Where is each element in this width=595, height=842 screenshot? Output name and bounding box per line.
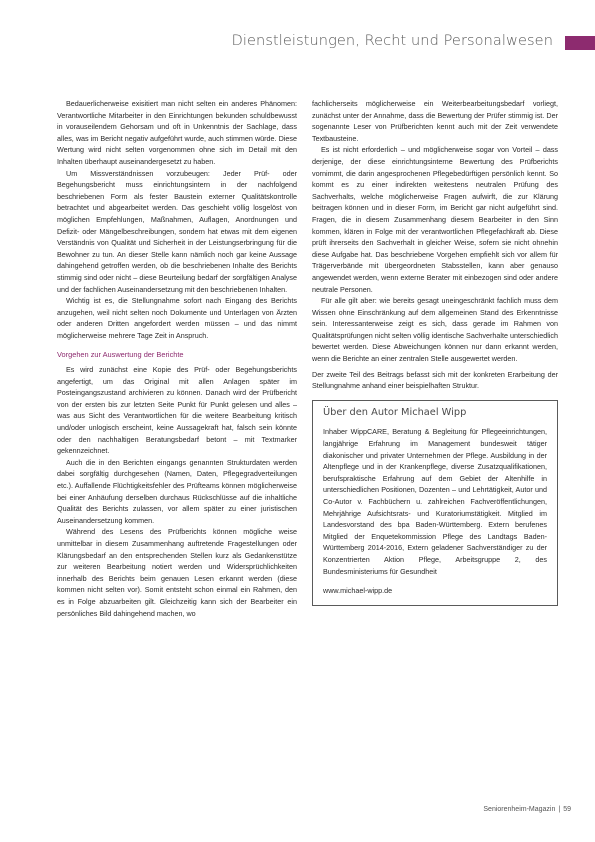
author-bio: Inhaber WippCARE, Beratung & Begleitung für Pflegeeinrichtungen, langjährige Erfahrung im Management bundesweit tätiger diakonischer und privater Unternehmen der Pflege. Ausbildung in der Altenpflege und in der Krankenpflege, diverse Zusatzqualifikationen, berufspraktische Erfahrung auf dem Gebiet der Altenhilfe in unterschiedlichen Positionen, Dozenten – und Lehrtätigkeit, Autor und Co-Autor v. Fachbüchern u. zahlreichen Fachveröffentlichungen, Mehrjährige Aufsichtsrats- und Kuratoriumstätigkeit. Mitglied im Landesvorstand des bpa Baden-Württemberg. Extern berufenes Mitglied der Enquetekommission Pflege des Landtags Baden-Württemberg 2014-2016, Extern geladener Sachverständiger zu der Konzentrierten Aktion Pflege, Arbeitsgruppe 2, des Bundesministeriums für Gesundheit [323,427,547,576]
paragraph: Es wird zunächst eine Kopie des Prüf- oder Begehungsberichts angefertigt, um das Original mit allen Anlagen später im Posteingangszustand archivieren zu können. Danach wird der Prüfbericht von der ersten bis zur letzten Seite Punkt für Punkt gelesen und alles – was aus Sicht des Verantwortlichen für die weitere Bearbeitung kritisch und/oder unlogisch erscheint, keine Aussagekraft hat, falsch sein könnte oder den nachhaltigen Beratungsbedarf betont – mit Textmarker gekennzeichnet. [57,365,297,456]
paragraph: Es ist nicht erforderlich – und möglicherweise sogar von Vorteil – dass derjenige, der diese einrichtungsinterne Bewertung des Prüfberichts vornimmt, die darin angesprochenen Pflegebedürftigen persönlich kennt. So kommt es zu einer indirekten weitestens neutralen Prüfung des Sachverhalts, welche möglicherweise Fragen aufwirft, die zur Klärung beitragen können und in dieser Form, im Bericht gar nicht aufgeführt sind. Fragen, die in diesem Zusammenhang diesem Bearbeiter in den Sinn kommen, klären in Folge mit der verantwortlichen Pflegefachkraft ab. Diese prüft ihrerseits den Sachverhalt in gleicher Weise, sofern sie nicht ohnehin diese Aufgabe hat. Das beschriebene Vorgehen empfiehlt sich vor allem für Trägerverbände mit übergeordneten Stabsstellen, kann aber genauso angewendet werden, wenn externe Berater mit einbezogen sind oder andere neutrale Personen. [312,145,558,294]
paragraph: Für alle gilt aber: wie bereits gesagt uneingeschränkt fachlich muss dem Wissen ohne Einschränkung auf dem allgemeinen Stand des Erkenntnisse sein. Interessanterweise zeigt es sich, dass gerade im Rahmen von Qualitätsprüfungen nicht selten völlig identische Sachverhalte unterschiedlich bewertet werden. Diese Abweichungen können nur dann erkannt werden, wenn die Berichte an einer zentralen Stelle ausgewertet werden. [312,296,558,364]
left-column [57,98,297,619]
author-box-title: Über den Autor Michael Wipp [323,406,467,418]
section-title: Dienstleistungen, Recht und Personalwesen [231,33,553,49]
right-column [312,98,558,606]
paragraph: Während des Lesens des Prüfberichts können mögliche weise unmittelbar in diesem Zusammenhang auftretende Fragestellungen oder Klärungsbedarf an den entsprechenden Stellen kurz als Gedankenstütze zur weiteren Bearbeitung notiert werden und Widersprüchlichkeiten innerhalb des Berichts beim genauen Lesen erkannt werden (diese kommen nicht selten vor). Somit entsteht schon einmal ein Rahmen, den es in Folge abzuarbeiten gilt. Gleichzeitig kann sich der Bearbeiter ein persönliches Bild dahingehend machen, wo [57,527,297,618]
magazine-name: Seniorenheim-Magazin [483,806,556,813]
paragraph: Der zweite Teil des Beitrags befasst sich mit der konkreten Erarbeitung der Stellungnahme anhand einer beispielhaften Struktur. [312,369,558,391]
paragraph: fachlicherseits möglicherweise ein Weiterbearbeitungsbedarf vorliegt, zunächst unter der Annahme, dass die Bewertung der Prüfer stimmig ist. Der sogenannte Leser von Prüfberichten kennt auch mit der Zeit verwendete Textbausteine. [312,99,558,143]
section-heading: Vorgehen zur Auswertung der Berichte [57,350,184,360]
paragraph: Bedauerlicherweise exisitiert man nicht selten ein anderes Phänomen: Verantwortliche Mitarbeiter in den Einrichtungen bekunden schuldbewusst in vorauseilendem Gehorsam und oft in Unkenntnis der Sachlage, dass alles, was im Bericht negativ aufgeführt wurde, auch stimmen würde. Diese Wertung wird nicht selten vorgenommen ohne sich im Detail mit den Inhalten überhaupt auseinandergesetzt zu haben. [57,99,297,166]
paragraph: Wichtig ist es, die Stellungnahme sofort nach Eingang des Berichts anzugehen, weil nicht selten noch Dokumente und Unterlagen von Ärzten oder anderen Dritten angefordert werden müssen – und das nimmt möglicherweise mehrere Tage Zeit in Anspruch. [57,296,297,340]
author-info-box [312,400,558,606]
section-color-marker [565,36,595,50]
paragraph: Um Missverständnissen vorzubeugen: Jeder Prüf- oder Begehungsbericht muss einrichtungsintern in der nachfolgend beschriebenen Form als fester Baustein externer Qualitätskontrolle betrachtet und abgearbeitet werden. Das geschieht völlig losgelöst von möglichen Empfehlungen, Maßnahmen, Auflagen, Anordnungen und Defizit- oder Mängelbeschreibungen, sondern hat etwas mit dem eigenen Verständnis von Qualität und Sicherheit in der Leistungserbringung für die Bewohner zu tun. An dieser Stelle kann nämlich noch gar keine Aussage dahingehend getroffen werden, ob die beschriebenen Inhalte des Berichts stimmig sind oder nicht – diese Beurteilung bedarf der sorgfältigen Analyse und der fachlichen Auseinandersetzung mit den beschriebenen Inhalten. [57,168,297,294]
paragraph: Auch die in den Berichten eingangs genannten Strukturdaten werden dabei sorgfältig durchgesehen (Namen, Daten, Pflegegradverteilungen etc.). Auffallende Flüchtigkeitsfehler des Prüfteams können möglicherweise bei einer Anhäufung derselben durchaus Rückschlüsse auf die inhaltliche Qualität des Berichts zulassen, vor allem später zu einer juristischen Auseinandersetzung kommen. [57,457,297,525]
page-number: 59 [563,806,571,813]
page-footer [483,806,571,813]
author-website-link[interactable]: www.michael-wipp.de [323,586,393,596]
footer-separator: | [558,806,561,813]
